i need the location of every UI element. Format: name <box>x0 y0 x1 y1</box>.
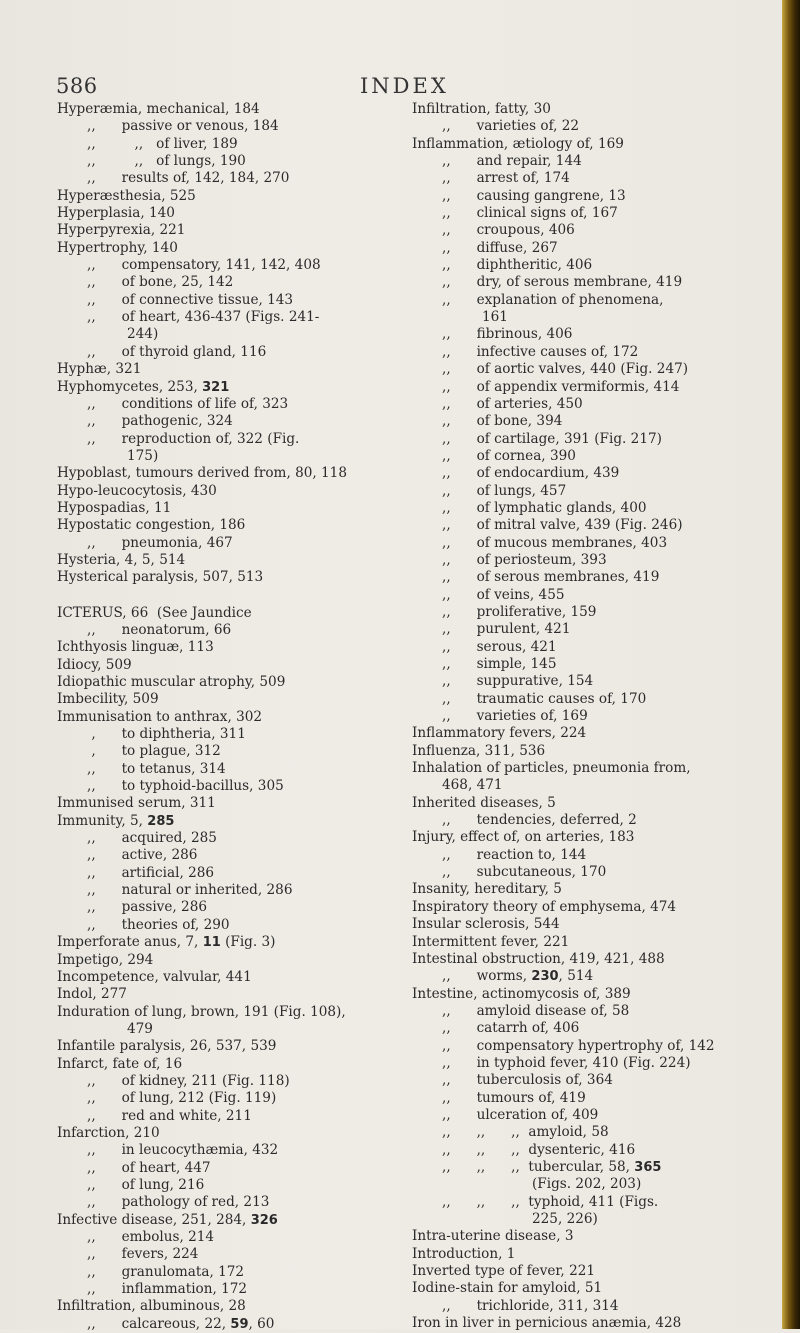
index-entry-text: Hypertrophy, 140 <box>57 239 178 256</box>
index-entry-text: Infiltration, albuminous, 28 <box>57 1298 246 1315</box>
index-entry <box>412 1280 764 1297</box>
index-entry-text: ,, ulceration of, 409 <box>442 1106 599 1123</box>
book-spine-edge <box>782 0 800 1329</box>
index-entry <box>57 257 397 274</box>
index-entry-text: ,, embolus, 214 <box>87 1229 215 1245</box>
index-entry-text: Hypoblast, tumours derived from, 80, 118 <box>57 465 347 482</box>
index-entry-text: ,, diphtheritic, 406 <box>442 257 593 274</box>
index-entry-text: ,, granulomata, 172 <box>87 1263 245 1280</box>
index-entry-text: ,, compensatory, 141, 142, 408 <box>87 257 321 274</box>
index-entry-text: Hypo-leucocytosis, 430 <box>57 482 217 499</box>
index-entry <box>412 188 764 205</box>
index-entry-text: Inflammation, ætiology of, 169 <box>412 135 624 152</box>
index-entry <box>412 1211 764 1228</box>
index-entry-text: ,, passive or venous, 184 <box>87 118 279 135</box>
index-entry-text: ,, of cornea, 390 <box>442 447 576 464</box>
index-entry-text: ,, pneumonia, 467 <box>87 534 233 551</box>
index-entry-text: ,, diffuse, 267 <box>442 239 558 256</box>
index-entry-text-after: , 514 <box>558 968 594 985</box>
index-entry <box>57 813 397 830</box>
index-entry-text: ICTERUS, 66 (See Jaundice <box>57 604 252 621</box>
index-entry <box>412 535 764 552</box>
index-entry-text: Inhalation of particles, pneumonia from, <box>412 760 691 777</box>
index-entry-text: ,, of heart, 447 <box>87 1159 211 1176</box>
running-head: INDEX <box>360 74 449 98</box>
index-entry-text: Hyperplasia, 140 <box>57 205 175 222</box>
index-entry <box>57 605 397 622</box>
index-entry <box>412 708 764 725</box>
index-entry-text: Infarction, 210 <box>57 1124 160 1141</box>
index-entry <box>412 621 764 638</box>
index-entry <box>57 361 397 378</box>
index-entry <box>57 1073 397 1090</box>
index-entry <box>57 153 397 170</box>
index-entry-text: Hyperæsthesia, 525 <box>57 187 196 204</box>
index-entry <box>57 709 397 726</box>
index-entry-text: ,, of periosteum, 393 <box>442 551 607 568</box>
index-entry-text: ,, of bone, 394 <box>442 413 563 430</box>
index-entry-text: ,, catarrh of, 406 <box>442 1020 580 1037</box>
index-entry <box>57 934 397 951</box>
index-entry-text: ,, traumatic causes of, 170 <box>442 690 647 707</box>
index-entry-text: ,, acquired, 285 <box>87 830 217 847</box>
index-entry-text: 244) <box>127 326 159 343</box>
index-entry <box>57 899 397 916</box>
index-entry-text: Influenza, 311, 536 <box>412 742 546 759</box>
index-entry-text: ,, worms, <box>442 968 532 985</box>
index-entry-text: ,, ,, of liver, 189 <box>87 135 238 152</box>
index-entry <box>412 1246 764 1263</box>
index-entry <box>412 1124 764 1141</box>
index-entry-text: ,, of heart, 436-437 (Figs. 241- <box>87 309 320 326</box>
index-entry <box>412 1072 764 1089</box>
index-entry-text: Idiopathic muscular atrophy, 509 <box>57 674 286 690</box>
index-entry <box>412 760 764 777</box>
index-entry <box>57 170 397 187</box>
index-entry-text: ,, proliferative, 159 <box>442 603 597 620</box>
index-entry-text: ,, explanation of phenomena, <box>442 291 664 308</box>
index-entry <box>412 205 764 222</box>
index-entry-text: Inverted type of fever, 221 <box>412 1263 596 1280</box>
index-entry <box>57 101 397 118</box>
index-entry <box>412 847 764 864</box>
index-entry <box>412 1055 764 1072</box>
index-entry-text: ,, of veins, 455 <box>442 586 565 603</box>
index-entry <box>412 326 764 343</box>
index-entry <box>57 882 397 899</box>
index-entry <box>412 951 764 968</box>
index-entry-text: ,, varieties of, 169 <box>442 708 588 725</box>
index-entry-text: ,, of lung, 212 (Fig. 119) <box>87 1090 277 1107</box>
index-entry <box>57 847 397 864</box>
index-entry-text: ,, dry, of serous membrane, 419 <box>442 274 683 291</box>
index-entry-text: Intermittent fever, 221 <box>412 933 570 950</box>
index-entry <box>412 552 764 569</box>
index-entry-text: Hysteria, 4, 5, 514 <box>57 551 186 568</box>
index-column-left <box>57 101 397 1333</box>
index-entry-text: ,, ,, ,, dysenteric, 416 <box>442 1141 636 1158</box>
index-entry-text: 468, 471 <box>442 777 503 794</box>
index-entry-text: ,, simple, 145 <box>442 656 557 672</box>
index-entry <box>412 604 764 621</box>
index-entry-text: ,, compensatory hypertrophy of, 142 <box>442 1037 715 1054</box>
index-entry-text: ,, of thyroid gland, 116 <box>87 343 267 360</box>
index-entry <box>412 829 764 846</box>
index-entry-text: ,, of endocardium, 439 <box>442 465 620 482</box>
index-entry-text: 479 <box>127 1020 153 1037</box>
index-entry-principal-page: 11 <box>202 935 221 951</box>
index-entry-text: ,, croupous, 406 <box>442 222 575 239</box>
index-entry-text: ,, fibrinous, 406 <box>442 326 573 343</box>
index-entry <box>412 864 764 881</box>
index-entry-text: ,, varieties of, 22 <box>442 118 580 135</box>
index-entry <box>57 326 397 343</box>
index-entry <box>412 986 764 1003</box>
index-entry <box>57 517 397 534</box>
index-entry <box>412 1194 764 1211</box>
index-entry <box>57 118 397 135</box>
index-entry <box>412 743 764 760</box>
index-entry <box>57 1177 397 1194</box>
index-entry-text: ,, of connective tissue, 143 <box>87 291 294 308</box>
index-entry-text: Infarct, fate of, 16 <box>57 1055 183 1072</box>
index-entry <box>412 274 764 291</box>
index-entry-text: ,, to typhoid-bacillus, 305 <box>87 778 284 795</box>
index-entry-text: ,, of kidney, 211 (Fig. 118) <box>87 1072 290 1089</box>
index-entry <box>412 1142 764 1159</box>
index-entry-text: ,, conditions of life of, 323 <box>87 395 289 412</box>
index-entry <box>412 413 764 430</box>
index-entry-text: Iodine-stain for amyloid, 51 <box>412 1280 603 1297</box>
index-entry-text: Idiocy, 509 <box>57 656 132 673</box>
index-entry <box>412 725 764 742</box>
index-entry <box>412 309 764 326</box>
index-entry <box>412 379 764 396</box>
index-entry <box>412 656 764 673</box>
index-entry-text: ,, ,, ,, amyloid, 58 <box>442 1124 609 1141</box>
index-entry-text: ,, passive, 286 <box>87 899 207 916</box>
index-entry-text: ,, arrest of, 174 <box>442 170 570 187</box>
index-entry-text: Infiltration, fatty, 30 <box>412 101 551 117</box>
index-entry-principal-page: 285 <box>147 813 175 829</box>
index-entry-text: ,, red and white, 211 <box>87 1107 252 1124</box>
index-entry-principal-page: 326 <box>250 1212 278 1228</box>
index-entry-text: ,, reaction to, 144 <box>442 846 587 863</box>
index-entry-text: (Figs. 202, 203) <box>532 1176 642 1193</box>
index-entry <box>412 101 764 118</box>
index-entry <box>412 1038 764 1055</box>
index-entry-text: ,, infective causes of, 172 <box>442 343 639 360</box>
index-entry-text: ,, of appendix vermiformis, 414 <box>442 378 680 395</box>
index-entry-text: ,, of arteries, 450 <box>442 395 583 412</box>
index-entry <box>57 917 397 934</box>
index-entry-text: ,, of lymphatic glands, 400 <box>442 499 647 516</box>
index-entry <box>57 1281 397 1298</box>
index-entry <box>57 639 397 656</box>
index-entry-text: Intestinal obstruction, 419, 421, 488 <box>412 950 665 967</box>
index-entry <box>57 1125 397 1142</box>
index-entry <box>412 483 764 500</box>
index-entry <box>57 674 397 691</box>
index-entry <box>57 795 397 812</box>
index-entry-text: ,, trichloride, 311, 314 <box>442 1297 619 1314</box>
index-entry <box>412 691 764 708</box>
index-entry <box>57 1298 397 1315</box>
index-entry <box>57 1246 397 1263</box>
index-entry <box>57 1004 397 1021</box>
index-entry-text: ,, of mitral valve, 439 (Fig. 246) <box>442 517 683 534</box>
index-entry-text: ,, of cartilage, 391 (Fig. 217) <box>442 430 662 447</box>
index-entry-text: ,, causing gangrene, 13 <box>442 187 626 204</box>
index-entry <box>412 916 764 933</box>
index-entry-text: Induration of lung, brown, 191 (Fig. 108), <box>57 1003 346 1020</box>
index-entry-text: ,, of bone, 25, 142 <box>87 274 234 291</box>
index-entry-text: ,, purulent, 421 <box>442 621 571 638</box>
index-entry <box>57 188 397 205</box>
index-entry <box>57 761 397 778</box>
index-entry-text: Immunised serum, 311 <box>57 795 216 812</box>
index-entry <box>412 396 764 413</box>
index-entry <box>57 1212 397 1229</box>
index-entry-text: 225, 226) <box>532 1211 598 1227</box>
index-entry-text: ,, neonatorum, 66 <box>87 621 232 638</box>
index-entry-text: Infective disease, 251, 284, <box>57 1211 251 1228</box>
index-entry <box>412 344 764 361</box>
index-entry-text: ,, ,, ,, tubercular, 58, <box>442 1158 635 1175</box>
index-entry <box>57 743 397 760</box>
index-entry-text: ,, of lung, 216 <box>87 1176 205 1193</box>
index-entry <box>57 1090 397 1107</box>
index-entry <box>412 118 764 135</box>
index-entry-text: ,, and repair, 144 <box>442 153 582 170</box>
index-entry-text: ,, pathogenic, 324 <box>87 413 233 430</box>
index-entry <box>412 968 764 985</box>
index-entry-text: Ichthyosis linguæ, 113 <box>57 639 214 656</box>
index-entry <box>412 1263 764 1280</box>
index-entry <box>412 812 764 829</box>
index-entry-text: ,, theories of, 290 <box>87 916 230 933</box>
index-entry-text-after: (Fig. 3) <box>220 934 276 951</box>
index-entry-text: 161 <box>482 309 508 326</box>
index-entry-text: Inherited diseases, 5 <box>412 794 556 811</box>
index-entry <box>412 1020 764 1037</box>
index-column-right <box>412 101 764 1332</box>
index-entry <box>412 1228 764 1245</box>
index-entry-text: ,, fevers, 224 <box>87 1246 199 1263</box>
index-entry <box>412 1090 764 1107</box>
index-entry <box>412 1298 764 1315</box>
index-entry-text: Imbecility, 509 <box>57 691 159 708</box>
index-entry-text: Incompetence, valvular, 441 <box>57 968 252 985</box>
index-entry-text: Intra-uterine disease, 3 <box>412 1228 574 1245</box>
index-entry-text: Iron in liver in pernicious anæmia, 428 <box>412 1315 682 1332</box>
index-entry-text: ,, serous, 421 <box>442 638 557 655</box>
index-entry <box>412 881 764 898</box>
index-entry <box>412 136 764 153</box>
index-entry-text: Injury, effect of, on arteries, 183 <box>412 829 635 846</box>
index-entry <box>57 1194 397 1211</box>
index-entry-text: ,, tumours of, 419 <box>442 1089 586 1106</box>
index-entry <box>57 465 397 482</box>
index-entry <box>57 500 397 517</box>
index-entry <box>57 865 397 882</box>
index-entry <box>57 986 397 1003</box>
index-entry-text: Impetigo, 294 <box>57 951 154 968</box>
index-entry <box>57 622 397 639</box>
index-entry-text: Immunity, 5, <box>57 812 148 829</box>
index-entry <box>412 1107 764 1124</box>
index-entry-text: , to plague, 312 <box>87 743 221 760</box>
index-entry-text: 175) <box>127 447 159 464</box>
index-entry <box>57 569 397 586</box>
index-entry <box>57 552 397 569</box>
index-entry-principal-page: 59 <box>230 1316 249 1332</box>
index-entry <box>57 222 397 239</box>
index-entry <box>57 691 397 708</box>
index-entry <box>412 257 764 274</box>
index-entry-text: ,, in typhoid fever, 410 (Fig. 224) <box>442 1054 691 1071</box>
index-entry-text: Hysterical paralysis, 507, 513 <box>57 569 264 586</box>
index-entry-text: ,, of aortic valves, 440 (Fig. 247) <box>442 361 689 378</box>
index-entry <box>57 274 397 291</box>
index-entry <box>412 673 764 690</box>
index-entry <box>412 448 764 465</box>
index-entry-text: ,, subcutaneous, 170 <box>442 864 607 881</box>
index-entry <box>57 1108 397 1125</box>
index-entry-text: ,, tendencies, deferred, 2 <box>442 812 637 829</box>
index-entry <box>412 587 764 604</box>
index-entry <box>57 448 397 465</box>
index-entry-principal-page: 321 <box>202 379 230 395</box>
index-entry-text: ,, of mucous membranes, 403 <box>442 534 668 551</box>
index-entry-text: Hyphæ, 321 <box>57 361 142 378</box>
index-entry <box>412 465 764 482</box>
index-entry-text: ,, ,, of lungs, 190 <box>87 153 246 170</box>
index-entry <box>412 153 764 170</box>
index-entry <box>57 1056 397 1073</box>
index-entry <box>412 240 764 257</box>
index-entry <box>412 899 764 916</box>
index-entry-text: Immunisation to anthrax, 302 <box>57 708 263 725</box>
index-entry <box>57 778 397 795</box>
index-entry <box>57 344 397 361</box>
index-entry <box>57 952 397 969</box>
index-entry-text: Inspiratory theory of emphysema, 474 <box>412 898 677 915</box>
index-entry-text: Insular sclerosis, 544 <box>412 916 560 933</box>
index-entry-text: ,, amyloid disease of, 58 <box>442 1002 630 1019</box>
index-entry <box>57 830 397 847</box>
index-entry <box>412 569 764 586</box>
index-entry <box>412 1159 764 1176</box>
index-entry-text: Hypostatic congestion, 186 <box>57 517 246 534</box>
index-entry-text: Imperforate anus, 7, <box>57 934 203 951</box>
index-entry <box>412 222 764 239</box>
index-entry-text: ,, artificial, 286 <box>87 864 215 881</box>
index-entry-text: ,, of serous membranes, 419 <box>442 569 660 586</box>
index-entry-text: ,, pathology of red, 213 <box>87 1194 270 1211</box>
index-entry <box>57 1229 397 1246</box>
index-entry <box>57 1316 397 1333</box>
index-entry <box>412 292 764 309</box>
index-entry-text: Hypospadias, 11 <box>57 499 172 516</box>
index-entry <box>57 726 397 743</box>
index-entry-text: Infantile paralysis, 26, 537, 539 <box>57 1038 277 1055</box>
index-entry-text: ,, ,, ,, typhoid, 411 (Figs. <box>442 1193 659 1210</box>
index-entry <box>412 777 764 794</box>
index-entry-text: ,, clinical signs of, 167 <box>442 205 618 222</box>
index-entry <box>57 205 397 222</box>
index-entry-text: ,, calcareous, 22, <box>87 1315 231 1332</box>
index-entry <box>57 136 397 153</box>
index-entry <box>57 396 397 413</box>
index-entry <box>57 240 397 257</box>
index-entry-text: ,, natural or inherited, 286 <box>87 882 293 899</box>
index-entry-text: ,, suppurative, 154 <box>442 673 594 690</box>
index-entry <box>57 657 397 674</box>
index-entry-text-after: , 60 <box>248 1315 275 1332</box>
index-entry <box>57 969 397 986</box>
index-entry <box>57 1142 397 1159</box>
index-entry-text: ,, reproduction of, 322 (Fig. <box>87 430 300 447</box>
index-entry-principal-page: 230 <box>531 969 559 985</box>
index-entry <box>57 1160 397 1177</box>
index-entry <box>412 517 764 534</box>
index-entry <box>57 1038 397 1055</box>
index-entry <box>412 170 764 187</box>
index-entry-text: Insanity, hereditary, 5 <box>412 881 562 898</box>
index-entry <box>412 934 764 951</box>
index-entry-text: Introduction, 1 <box>412 1245 516 1262</box>
index-entry <box>57 431 397 448</box>
index-entry-text: Indol, 277 <box>57 986 127 1003</box>
index-entry-text: , to diphtheria, 311 <box>87 726 246 743</box>
index-entry-text: ,, active, 286 <box>87 847 198 864</box>
index-entry <box>57 309 397 326</box>
index-entry <box>57 413 397 430</box>
index-entry <box>412 639 764 656</box>
index-entry-text: Hyperæmia, mechanical, 184 <box>57 101 260 117</box>
index-entry <box>57 1264 397 1281</box>
index-entry <box>412 431 764 448</box>
index-entry <box>412 500 764 517</box>
index-entry-text: Hyperpyrexia, 221 <box>57 222 186 239</box>
index-entry <box>412 1003 764 1020</box>
index-entry <box>412 1315 764 1332</box>
index-entry-text: ,, to tetanus, 314 <box>87 760 226 777</box>
index-entry-text: ,, in leucocythæmia, 432 <box>87 1142 279 1159</box>
index-entry <box>57 379 397 396</box>
index-entry <box>57 292 397 309</box>
index-entry-text: Intestine, actinomycosis of, 389 <box>412 985 631 1002</box>
index-entry-text: Inflammatory fevers, 224 <box>412 725 587 742</box>
index-entry-text: ,, results of, 142, 184, 270 <box>87 170 290 187</box>
index-entry <box>412 1176 764 1193</box>
index-entry <box>412 361 764 378</box>
index-entry <box>57 483 397 500</box>
index-entry-principal-page: 365 <box>634 1159 662 1175</box>
index-entry <box>412 795 764 812</box>
index-entry <box>57 535 397 552</box>
index-entry-text: Hyphomycetes, 253, <box>57 378 203 395</box>
page-number: 586 <box>56 74 98 98</box>
index-entry <box>57 1021 397 1038</box>
index-entry-text: ,, inflammation, 172 <box>87 1281 248 1298</box>
index-entry-text: ,, of lungs, 457 <box>442 482 567 499</box>
index-entry-text: ,, tuberculosis of, 364 <box>442 1072 613 1089</box>
